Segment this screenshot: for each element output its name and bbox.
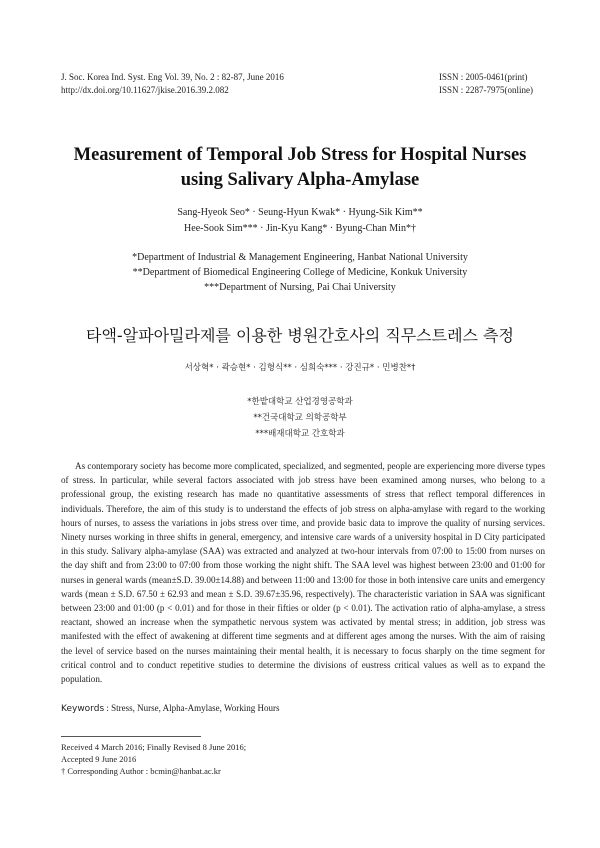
journal-citation: J. Soc. Korea Ind. Syst. Eng Vol. 39, No. 2 : 82-87, June 2016	[61, 72, 284, 82]
affiliation-3: ***Department of Nursing, Pai Chai University	[204, 282, 396, 293]
doi-link[interactable]: http://dx.doi.org/10.11627/jkise.2016.39.2.082	[61, 85, 229, 95]
abstract: As contemporary society has become more complicated, specialized, and segmented, people are experiencing more diverse types of stress. In particular, while several factors associated with job stress have been examined among nurses, who belong to a professional group, the existing research has made no quantitative assessments of stress that reflect temporal differences in individuals. Therefore, the aim of this study is to understand the effects of job stress on alpha-amylase with regard to the working hours of nurses, to assess the variations in jobs stress over time, and provide basic data to improve the quality of nursing services. Ninety nurses working in three shifts in general, emergency, and intensive care wards of a university hospital in D City participated in this study. Salivary alpha-amylase (SAA) was extracted and analyzed at two-hour intervals from 07:00 to 15:00 from nurses on the day shift and from 23:00 to 07:00 from those working the night shift. The SAA level was highest between 23:00 and 01:00 for nurses in general wards (mean±S.D. 39.00±14.88) and between 11:00 and 13:00 for those in both intensive care units and emergency wards (mean ± S.D. 67.50 ± 62.93 and mean ± S.D. 39.67±35.96, respectively). The characteristic variation in SAA was significant between 23:00 and 01:00 (p < 0.01) and for those in their fifties or older (p < 0.01). The activation ratio of alpha-amylase, a stress reactant, showed an increase when the sympathetic nervous system was activated by mental stress; in addition, job stress was manifested with the effect of awakening at different time segments and at different ages among the nurses. With the aim of raising the level of service based on the nurses maintaining their mental health, it is necessary to focus sharply on the time segment for critical control and to conduct repetitive studies to determine the divisions of eustress critical values as well as to expand the population.	[61, 461, 545, 685]
journal-header	[61, 71, 284, 97]
korean-affiliation-3: ***배재대학교 간호학과	[255, 429, 345, 439]
paper-title	[40, 143, 560, 193]
corresponding-author: † Corresponding Author : bcmin@hanbat.ac.kr	[61, 766, 221, 776]
issn-print: ISSN : 2005-0461(print)	[439, 72, 528, 82]
title-line-1: Measurement of Temporal Job Stress for Hospital Nurses	[73, 145, 527, 165]
korean-affiliation-2: **건국대학교 의학공학부	[253, 413, 347, 423]
issn-block	[439, 71, 533, 97]
authors-line-2: Hee-Sook Sim*** · Jin-Kyu Kang* · Byung-Chan Min*†	[184, 223, 416, 234]
footnote-divider	[61, 736, 201, 737]
keywords-separator: :	[104, 703, 112, 713]
issn-online: ISSN : 2287-7975(online)	[439, 85, 533, 95]
korean-affiliations	[40, 394, 560, 442]
accepted-date: Accepted 9 June 2016	[61, 754, 137, 764]
korean-authors: 서상혁* · 곽승현* · 김형식** · 심희숙*** · 강진규* · 민병찬*†	[184, 363, 416, 373]
author-list	[40, 205, 560, 237]
affiliations	[40, 250, 560, 295]
korean-affiliation-1: *한밭대학교 산업경영공학과	[247, 397, 353, 407]
korean-title: 타액-알파아밀라제를 이용한 병원간호사의 직무스트레스 측정	[86, 326, 514, 345]
received-date: Received 4 March 2016; Finally Revised 8 June 2016;	[61, 742, 247, 752]
footnotes	[61, 741, 246, 777]
affiliation-2: **Department of Biomedical Engineering College of Medicine, Konkuk University	[132, 267, 468, 278]
title-line-2: using Salivary Alpha-Amylase	[180, 170, 420, 190]
affiliation-1: *Department of Industrial & Management Engineering, Hanbat National University	[132, 252, 468, 263]
keywords-text: Stress, Nurse, Alpha-Amylase, Working Hours	[111, 703, 280, 713]
keywords	[61, 702, 545, 716]
authors-line-1: Sang-Hyeok Seo* · Seung-Hyun Kwak* · Hyung-Sik Kim**	[177, 207, 423, 218]
keywords-label: Keywords	[61, 704, 105, 714]
